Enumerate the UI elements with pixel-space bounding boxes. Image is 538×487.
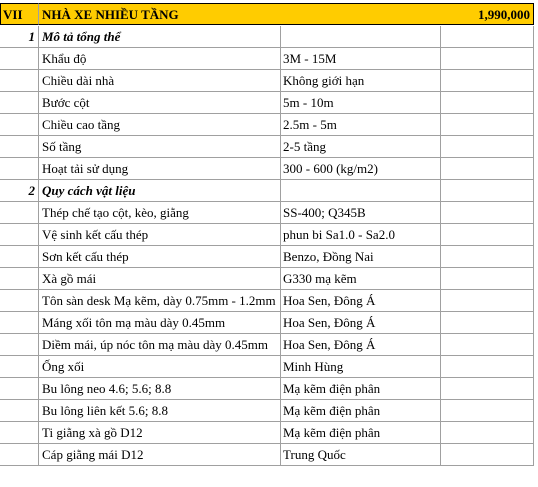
price-empty-cell[interactable]: [441, 48, 534, 70]
table-row[interactable]: [0, 268, 538, 290]
price-empty-cell[interactable]: [441, 378, 534, 400]
table-row[interactable]: [0, 246, 538, 268]
item-label-cell[interactable]: Ống xối: [39, 356, 281, 378]
table-row[interactable]: [0, 422, 538, 444]
item-label-cell[interactable]: Vệ sinh kết cấu thép: [39, 224, 281, 246]
item-label-cell[interactable]: Hoạt tải sử dụng: [39, 158, 281, 180]
item-value-cell[interactable]: Mạ kẽm điện phân: [281, 400, 441, 422]
price-empty-cell[interactable]: [441, 70, 534, 92]
row-number-cell[interactable]: 1: [0, 26, 39, 48]
row-number-cell[interactable]: [0, 356, 39, 378]
table-row[interactable]: [0, 92, 538, 114]
item-value-cell[interactable]: 3M - 15M: [281, 48, 441, 70]
item-value-cell[interactable]: Hoa Sen, Đông Á: [281, 290, 441, 312]
price-empty-cell[interactable]: [441, 114, 534, 136]
table-row[interactable]: [0, 136, 538, 158]
item-value-cell[interactable]: [281, 180, 441, 202]
item-label-cell[interactable]: Số tầng: [39, 136, 281, 158]
section-label-cell[interactable]: Mô tả tổng thể: [39, 26, 281, 48]
item-label-cell[interactable]: Khẩu độ: [39, 48, 281, 70]
section-row[interactable]: [0, 180, 538, 202]
item-value-cell[interactable]: Mạ kẽm điện phân: [281, 378, 441, 400]
table-row[interactable]: [0, 158, 538, 180]
item-value-cell[interactable]: Trung Quốc: [281, 444, 441, 466]
item-label-cell[interactable]: Xà gồ mái: [39, 268, 281, 290]
table-row[interactable]: [0, 444, 538, 466]
row-number-cell[interactable]: 2: [0, 180, 39, 202]
item-value-cell[interactable]: phun bi Sa1.0 - Sa2.0: [281, 224, 441, 246]
item-value-cell[interactable]: Benzo, Đồng Nai: [281, 246, 441, 268]
price-empty-cell[interactable]: [441, 290, 534, 312]
table-row[interactable]: [0, 378, 538, 400]
item-label-cell[interactable]: Diềm mái, úp nóc tôn mạ màu dày 0.45mm: [39, 334, 281, 356]
section-label-cell[interactable]: Quy cách vật liệu: [39, 180, 281, 202]
row-number-cell[interactable]: [0, 334, 39, 356]
item-value-cell[interactable]: G330 mạ kẽm: [281, 268, 441, 290]
table-row[interactable]: [0, 224, 538, 246]
table-row[interactable]: [0, 312, 538, 334]
row-number-cell[interactable]: [0, 422, 39, 444]
row-number-cell[interactable]: [0, 202, 39, 224]
header-empty-cell[interactable]: [281, 3, 441, 25]
item-value-cell[interactable]: Hoa Sen, Đông Á: [281, 334, 441, 356]
price-empty-cell[interactable]: [441, 224, 534, 246]
table-row[interactable]: [0, 290, 538, 312]
price-empty-cell[interactable]: [441, 202, 534, 224]
row-number-cell[interactable]: [0, 444, 39, 466]
row-number-cell[interactable]: [0, 136, 39, 158]
table-header-row[interactable]: [0, 3, 538, 25]
section-row[interactable]: [0, 26, 538, 48]
table-row[interactable]: [0, 202, 538, 224]
item-value-cell[interactable]: 5m - 10m: [281, 92, 441, 114]
price-empty-cell[interactable]: [441, 356, 534, 378]
price-empty-cell[interactable]: [441, 26, 534, 48]
price-empty-cell[interactable]: [441, 246, 534, 268]
price-empty-cell[interactable]: [441, 312, 534, 334]
item-value-cell[interactable]: 2-5 tầng: [281, 136, 441, 158]
item-label-cell[interactable]: Ti giằng xà gồ D12: [39, 422, 281, 444]
price-empty-cell[interactable]: [441, 334, 534, 356]
item-value-cell[interactable]: Minh Hùng: [281, 356, 441, 378]
item-label-cell[interactable]: Tôn sàn desk Mạ kẽm, dày 0.75mm - 1.2mm: [39, 290, 281, 312]
price-empty-cell[interactable]: [441, 136, 534, 158]
table-row[interactable]: [0, 400, 538, 422]
item-value-cell[interactable]: Không giới hạn: [281, 70, 441, 92]
item-label-cell[interactable]: Máng xối tôn mạ màu dày 0.45mm: [39, 312, 281, 334]
price-cell[interactable]: 1,990,000: [441, 3, 534, 25]
price-empty-cell[interactable]: [441, 400, 534, 422]
price-empty-cell[interactable]: [441, 422, 534, 444]
price-empty-cell[interactable]: [441, 158, 534, 180]
row-number-cell[interactable]: [0, 158, 39, 180]
section-title-cell[interactable]: NHÀ XE NHIỀU TẦNG: [39, 3, 281, 25]
item-value-cell[interactable]: Hoa Sen, Đông Á: [281, 312, 441, 334]
row-number-cell[interactable]: [0, 246, 39, 268]
price-empty-cell[interactable]: [441, 92, 534, 114]
table-row[interactable]: [0, 356, 538, 378]
price-empty-cell[interactable]: [441, 268, 534, 290]
item-label-cell[interactable]: Thép chế tạo cột, kèo, giằng: [39, 202, 281, 224]
item-label-cell[interactable]: Bu lông liên kết 5.6; 8.8: [39, 400, 281, 422]
row-number-cell[interactable]: [0, 114, 39, 136]
item-label-cell[interactable]: Sơn kết cấu thép: [39, 246, 281, 268]
row-number-cell[interactable]: [0, 312, 39, 334]
item-value-cell[interactable]: SS-400; Q345B: [281, 202, 441, 224]
price-empty-cell[interactable]: [441, 444, 534, 466]
item-label-cell[interactable]: Chiều cao tầng: [39, 114, 281, 136]
row-number-cell[interactable]: [0, 224, 39, 246]
item-value-cell[interactable]: 300 - 600 (kg/m2): [281, 158, 441, 180]
row-number-cell[interactable]: [0, 268, 39, 290]
row-number-cell[interactable]: [0, 400, 39, 422]
table-row[interactable]: [0, 70, 538, 92]
row-number-cell[interactable]: [0, 92, 39, 114]
item-value-cell[interactable]: 2.5m - 5m: [281, 114, 441, 136]
item-label-cell[interactable]: Chiều dài nhà: [39, 70, 281, 92]
row-number-cell[interactable]: [0, 290, 39, 312]
table-row[interactable]: [0, 48, 538, 70]
price-empty-cell[interactable]: [441, 180, 534, 202]
row-number-cell[interactable]: [0, 378, 39, 400]
row-number-cell[interactable]: [0, 70, 39, 92]
row-number-cell[interactable]: [0, 48, 39, 70]
item-label-cell[interactable]: Bước cột: [39, 92, 281, 114]
item-label-cell[interactable]: Cáp giằng mái D12: [39, 444, 281, 466]
item-label-cell[interactable]: Bu lông neo 4.6; 5.6; 8.8: [39, 378, 281, 400]
table-row[interactable]: [0, 334, 538, 356]
table-row[interactable]: [0, 114, 538, 136]
item-value-cell[interactable]: Mạ kẽm điện phân: [281, 422, 441, 444]
item-value-cell[interactable]: [281, 26, 441, 48]
section-code-cell[interactable]: VII: [0, 3, 39, 25]
